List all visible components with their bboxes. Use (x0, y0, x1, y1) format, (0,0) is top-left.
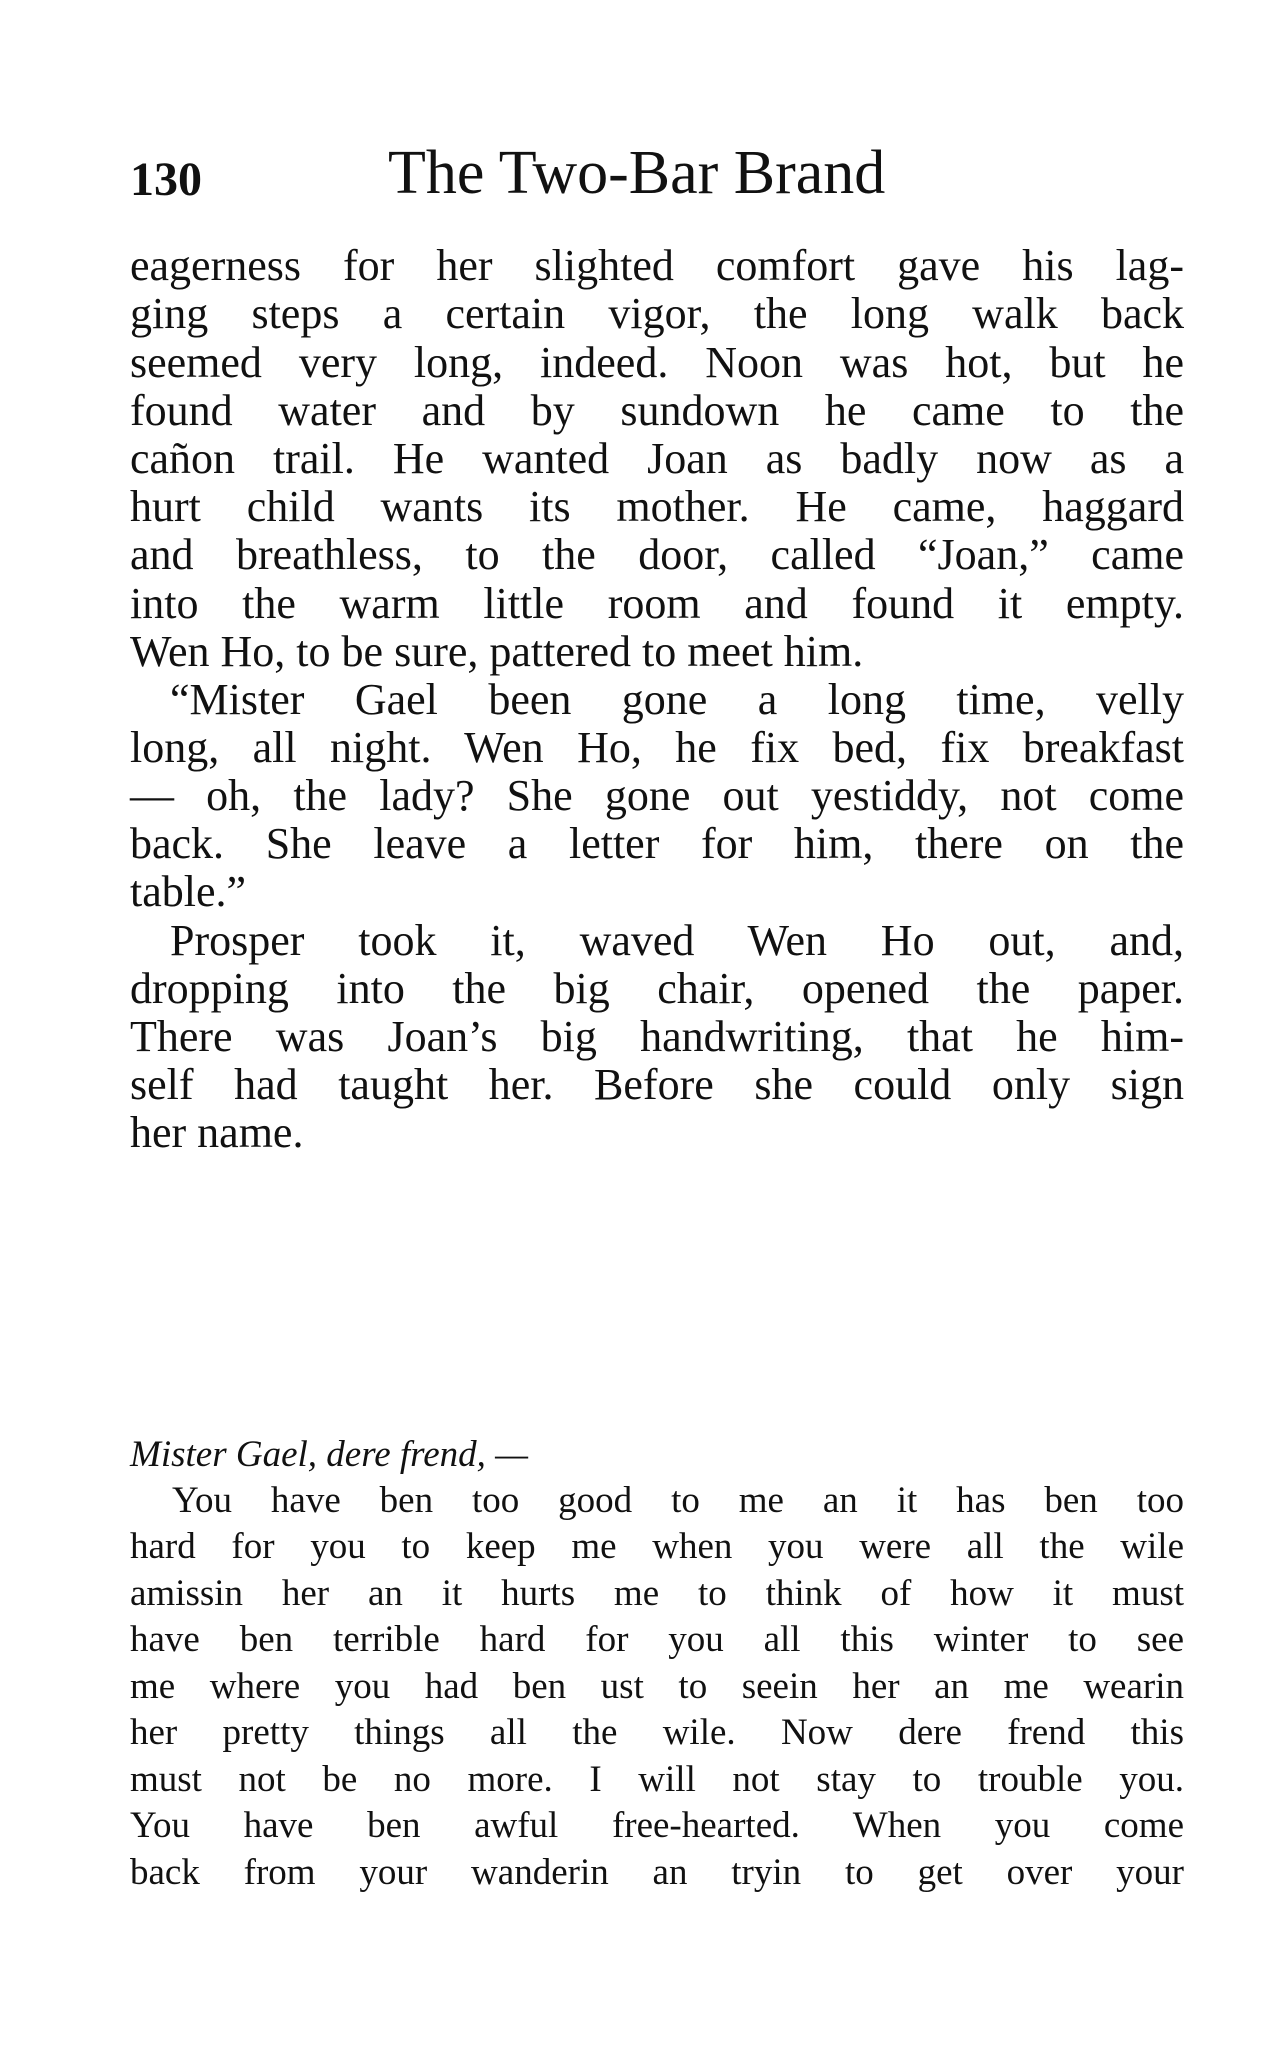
letter-line: You have ben awful free-hearted. When you come (130, 1805, 1184, 1846)
letter-line: You have ben too good to me an it has ben too (172, 1480, 1184, 1521)
text-line: dropping into the big chair, opened the paper. (130, 964, 1184, 1013)
text-line: “Mister Gael been gone a long time, velly (170, 675, 1184, 724)
letter-line: me where you had ben ust to seein her an me wearin (130, 1666, 1184, 1707)
letter-salutation: Mister Gael, dere frend, — (130, 1434, 529, 1475)
text-line: — oh, the lady? She gone out yestiddy, not come (130, 771, 1184, 820)
text-line: and breathless, to the door, called “Joan,” came (130, 530, 1184, 579)
text-line: eagerness for her slighted comfort gave his lag- (130, 241, 1184, 290)
text-line: self had taught her. Before she could only sign (130, 1060, 1184, 1109)
text-line: Wen Ho, to be sure, pattered to meet him. (130, 627, 864, 676)
text-line: table.” (130, 867, 247, 916)
text-line: ging steps a certain vigor, the long walk back (130, 289, 1184, 338)
letter-line: must not be no more. I will not stay to trouble you. (130, 1759, 1184, 1800)
page-header (130, 138, 1190, 218)
text-line: back. She leave a letter for him, there on the (130, 819, 1184, 868)
text-line: cañon trail. He wanted Joan as badly now as a (130, 434, 1184, 483)
text-line: long, all night. Wen Ho, he fix bed, fix breakfast (130, 723, 1184, 772)
letter-line: amissin her an it hurts me to think of how it must (130, 1573, 1184, 1614)
text-line: found water and by sundown he came to the (130, 386, 1184, 435)
text-line: her name. (130, 1108, 304, 1157)
page-number: 130 (130, 153, 202, 206)
letter-line: her pretty things all the wile. Now dere frend this (130, 1712, 1184, 1753)
running-title: The Two-Bar Brand (388, 139, 886, 207)
text-line: There was Joan’s big handwriting, that he him- (130, 1012, 1184, 1061)
letter-line: back from your wanderin an tryin to get over your (130, 1852, 1184, 1893)
text-line: into the warm little room and found it empty. (130, 579, 1184, 628)
letter-line: have ben terrible hard for you all this winter to see (130, 1619, 1184, 1660)
letter-line: hard for you to keep me when you were all the wile (130, 1526, 1184, 1567)
text-line: hurt child wants its mother. He came, haggard (130, 482, 1184, 531)
text-line: Prosper took it, waved Wen Ho out, and, (170, 916, 1184, 965)
text-line: seemed very long, indeed. Noon was hot, but he (130, 338, 1184, 387)
